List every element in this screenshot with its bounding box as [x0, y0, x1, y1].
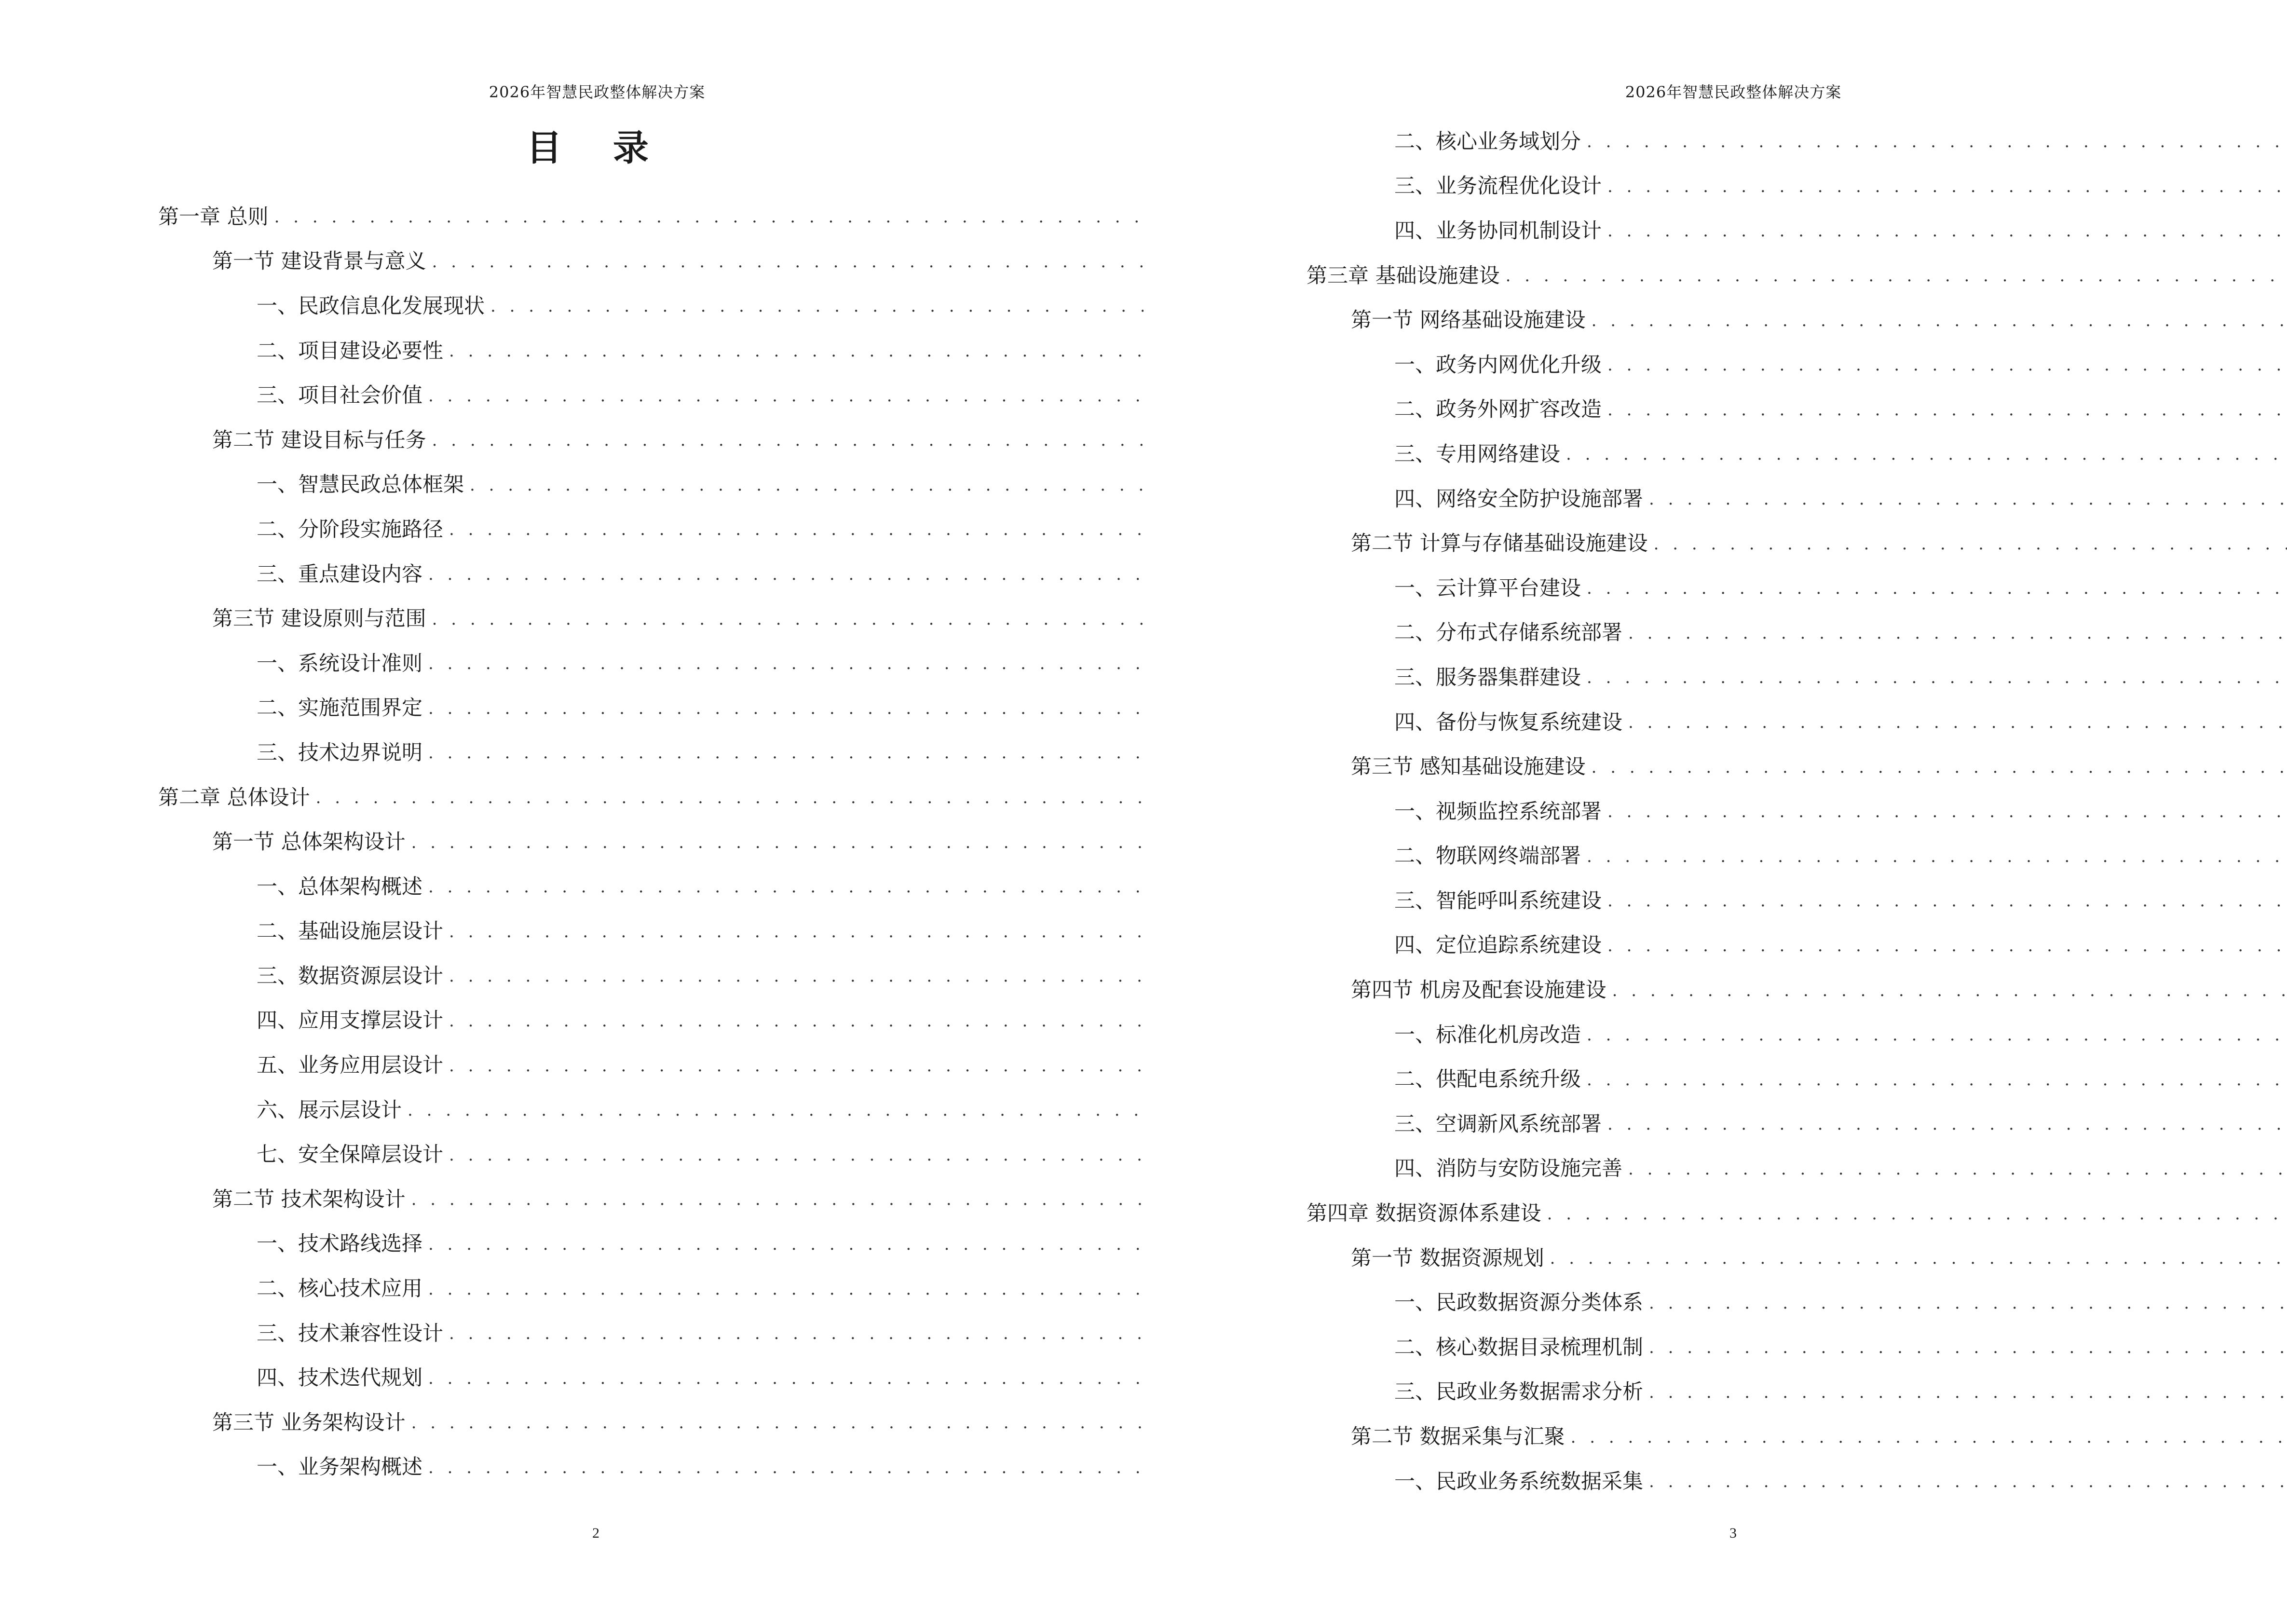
toc-entry-label: 二、基础设施层设计	[257, 919, 443, 944]
toc-entry[interactable]	[1144, 1191, 2287, 1236]
toc-entry[interactable]	[0, 373, 1298, 418]
toc-entry-label: 一、云计算平台建设	[1394, 576, 1581, 600]
toc-dot-leader	[1566, 446, 2287, 463]
toc-entry-label: 四、技术迭代规划	[257, 1366, 422, 1391]
toc-dot-leader	[1592, 759, 2287, 776]
toc-entry-label: 四、业务协同机制设计	[1394, 218, 1602, 243]
toc-entry[interactable]	[1144, 343, 2287, 388]
toc-entry[interactable]	[1144, 790, 2287, 834]
toc-entry[interactable]	[0, 418, 1254, 463]
toc-entry-label: 一、民政数据资源分类体系	[1394, 1291, 1643, 1315]
toc-list	[1144, 120, 2287, 1504]
toc-dot-leader	[411, 834, 1223, 851]
toc-entry[interactable]	[0, 686, 1298, 731]
toc-entry-label: 三、民政业务数据需求分析	[1394, 1380, 1643, 1405]
toc-entry-label: 第三章 基础设施建设	[1307, 263, 1500, 288]
toc-entry-label: 四、备份与恢复系统建设	[1394, 710, 1622, 735]
toc-entry[interactable]	[1144, 1057, 2287, 1102]
toc-entry-label: 二、分阶段实施路径	[257, 517, 443, 542]
toc-entry-label: 第二节 数据采集与汇聚	[1351, 1425, 1565, 1449]
toc-entry-label: 第二章 总体设计	[158, 785, 310, 810]
toc-entry[interactable]	[1144, 566, 2287, 611]
toc-entry-label: 一、技术路线选择	[257, 1232, 422, 1256]
toc-entry-label: 四、消防与安防设施完善	[1394, 1157, 1622, 1181]
toc-entry[interactable]	[1144, 655, 2287, 700]
toc-entry[interactable]	[1144, 611, 2287, 656]
toc-entry[interactable]	[1144, 477, 2287, 522]
page-number: 2	[592, 1525, 599, 1541]
toc-entry-label: 二、政务外网扩容改造	[1394, 397, 1602, 422]
toc-entry-label: 一、智慧民政总体框架	[257, 473, 464, 497]
toc-entry[interactable]	[0, 1177, 1254, 1222]
toc-entry-label: 第三节 感知基础设施建设	[1351, 755, 1586, 779]
toc-entry[interactable]	[1144, 298, 2287, 343]
toc-dot-leader	[1649, 1474, 2287, 1490]
toc-entry[interactable]	[1144, 1281, 2287, 1325]
toc-dot-leader	[274, 209, 1169, 225]
toc-dot-leader	[1587, 1027, 2287, 1043]
toc-entry[interactable]	[0, 1043, 1298, 1088]
toc-entry-label: 四、网络安全防护设施部署	[1394, 487, 1643, 511]
right-page	[1144, 0, 2287, 1624]
toc-entry-label: 三、数据资源层设计	[257, 964, 443, 988]
toc-entry[interactable]	[1144, 1415, 2287, 1460]
toc-entry[interactable]	[0, 954, 1298, 999]
toc-entry-label: 三、智能呼叫系统建设	[1394, 888, 1602, 913]
toc-entry[interactable]	[0, 552, 1298, 597]
toc-dot-leader	[1607, 893, 2287, 909]
toc-entry[interactable]	[1144, 834, 2287, 879]
toc-entry[interactable]	[0, 1446, 1298, 1490]
toc-entry[interactable]	[0, 329, 1298, 374]
toc-dot-leader	[1612, 983, 2287, 999]
toc-dot-leader	[1649, 491, 2287, 507]
toc-entry[interactable]	[0, 1222, 1298, 1267]
toc-entry-label: 四、应用支撑层设计	[257, 1009, 443, 1033]
toc-dot-leader	[1607, 1116, 2287, 1133]
toc-entry[interactable]	[0, 865, 1298, 910]
toc-dot-leader	[408, 1102, 1267, 1119]
toc-entry[interactable]	[0, 597, 1254, 641]
toc-entry[interactable]	[1144, 745, 2287, 790]
toc-dot-leader	[428, 700, 1267, 717]
toc-entry[interactable]	[0, 463, 1298, 508]
toc-entry-label: 一、系统设计准则	[257, 651, 422, 676]
toc-entry[interactable]	[0, 820, 1254, 865]
toc-dot-leader	[1587, 580, 2287, 597]
toc-dot-leader	[1628, 625, 2287, 641]
toc-title: 目 录	[526, 127, 668, 169]
toc-dot-leader	[428, 1370, 1254, 1387]
toc-entry-label: 第二节 计算与存储基础设施建设	[1351, 532, 1648, 556]
toc-entry-label: 一、标准化机房改造	[1394, 1023, 1581, 1047]
toc-entry[interactable]	[1144, 968, 2287, 1013]
toc-entry-label: 三、专用网络建设	[1394, 442, 1560, 466]
toc-entry[interactable]	[0, 1133, 1298, 1177]
toc-dot-leader	[428, 1236, 1254, 1253]
toc-dot-leader	[411, 1191, 1210, 1208]
toc-entry-label: 第二节 技术架构设计	[212, 1187, 406, 1212]
toc-entry-label: 三、项目社会价值	[257, 383, 422, 408]
toc-dot-leader	[1649, 1295, 2287, 1311]
toc-entry[interactable]	[1144, 924, 2287, 969]
toc-entry[interactable]	[0, 641, 1298, 686]
toc-entry-label: 第一章 总则	[158, 205, 269, 229]
toc-dot-leader	[1607, 223, 2287, 239]
toc-entry[interactable]	[1144, 388, 2287, 433]
toc-entry-label: 第三节 建设原则与范围	[212, 607, 426, 631]
toc-entry[interactable]	[1144, 1370, 2287, 1415]
toc-dot-leader	[1628, 1161, 2287, 1177]
toc-entry-label: 六、展示层设计	[257, 1098, 402, 1122]
toc-entry-label: 一、民政业务系统数据采集	[1394, 1469, 1643, 1494]
toc-entry[interactable]	[1144, 521, 2287, 566]
toc-dot-leader	[432, 611, 1223, 628]
toc-entry[interactable]	[0, 910, 1298, 955]
toc-dot-leader	[1587, 848, 2287, 865]
toc-entry-label: 二、核心技术应用	[257, 1277, 422, 1301]
toc-entry-label: 第一节 数据资源规划	[1351, 1246, 1544, 1270]
toc-dot-leader	[1587, 1072, 2287, 1088]
toc-entry[interactable]	[1144, 254, 2287, 299]
toc-entry-label: 二、供配电系统升级	[1394, 1067, 1581, 1092]
page-number: 3	[1729, 1525, 1737, 1541]
toc-entry[interactable]	[1144, 700, 2287, 745]
toc-dot-leader	[1628, 714, 2287, 731]
toc-entry[interactable]	[1144, 164, 2287, 209]
toc-dot-leader	[1587, 134, 2287, 150]
toc-dot-leader	[1506, 268, 2287, 284]
toc-entry-label: 一、政务内网优化升级	[1394, 353, 1602, 377]
toc-entry[interactable]	[0, 1311, 1298, 1356]
toc-dot-leader	[428, 1281, 1254, 1297]
toc-entry-label: 七、安全保障层设计	[257, 1143, 443, 1167]
toc-entry-label: 三、业务流程优化设计	[1394, 174, 1602, 199]
toc-dot-leader	[428, 388, 1267, 404]
toc-dot-leader	[428, 879, 1267, 895]
toc-entry-label: 三、技术兼容性设计	[257, 1321, 443, 1346]
toc-entry-label: 五、业务应用层设计	[257, 1053, 443, 1078]
toc-entry-label: 第一节 总体架构设计	[212, 830, 406, 855]
toc-entry-label: 三、空调新风系统部署	[1394, 1112, 1602, 1136]
toc-entry-label: 二、分布式存储系统部署	[1394, 621, 1622, 645]
toc-dot-leader	[1607, 938, 2287, 954]
toc-dot-leader	[432, 254, 1223, 270]
toc-entry[interactable]	[0, 776, 1200, 820]
toc-entry-label: 三、技术边界说明	[257, 740, 422, 765]
toc-entry-label: 第四章 数据资源体系建设	[1307, 1201, 1541, 1226]
toc-dot-leader	[316, 790, 1169, 806]
toc-entry[interactable]	[0, 731, 1298, 776]
toc-entry-label: 三、服务器集群建设	[1394, 665, 1581, 690]
toc-entry-label: 第一节 网络基础设施建设	[1351, 308, 1586, 333]
toc-entry[interactable]	[0, 1401, 1254, 1446]
toc-entry[interactable]	[0, 507, 1298, 552]
toc-list	[0, 195, 1298, 1490]
toc-entry[interactable]	[0, 1267, 1298, 1311]
toc-entry[interactable]	[1144, 1325, 2287, 1370]
toc-entry[interactable]	[0, 240, 1254, 285]
toc-entry[interactable]	[1144, 120, 2287, 164]
toc-dot-leader	[1607, 402, 2287, 418]
toc-entry-label: 二、核心业务域划分	[1394, 129, 1581, 154]
toc-entry[interactable]	[1144, 1236, 2287, 1281]
toc-dot-leader	[1654, 536, 2287, 552]
toc-entry[interactable]	[1144, 1147, 2287, 1192]
toc-entry-label: 四、定位追踪系统建设	[1394, 933, 1602, 958]
toc-dot-leader	[1607, 357, 2287, 373]
toc-entry-label: 二、物联网终端部署	[1394, 844, 1581, 869]
toc-entry[interactable]	[1144, 879, 2287, 924]
toc-entry[interactable]	[0, 1356, 1298, 1401]
toc-dot-leader	[1607, 804, 2287, 820]
toc-entry-label: 第四节 机房及配套设施建设	[1351, 978, 1606, 1003]
toc-entry-label: 一、民政信息化发展现状	[257, 294, 485, 318]
toc-dot-leader	[1607, 178, 2287, 195]
toc-dot-leader	[428, 1460, 1254, 1476]
toc-dot-leader	[1592, 313, 2287, 329]
toc-entry-label: 第一节 建设背景与意义	[212, 249, 426, 274]
toc-entry-label: 一、业务架构概述	[257, 1455, 422, 1480]
toc-entry[interactable]	[0, 284, 1298, 329]
toc-entry[interactable]	[0, 999, 1298, 1044]
running-header: 2026年智慧民政整体解决方案	[489, 83, 706, 101]
toc-entry-label: 二、核心数据目录梳理机制	[1394, 1335, 1643, 1360]
toc-dot-leader	[1649, 1339, 2287, 1356]
toc-entry-label: 一、视频监控系统部署	[1394, 799, 1602, 824]
toc-entry-label: 第二节 建设目标与任务	[212, 428, 426, 452]
toc-entry[interactable]	[1144, 1102, 2287, 1147]
toc-entry[interactable]	[0, 195, 1200, 240]
toc-entry[interactable]	[1144, 1460, 2287, 1504]
toc-entry[interactable]	[1144, 432, 2287, 477]
toc-dot-leader	[1649, 1384, 2287, 1401]
toc-dot-leader	[428, 745, 1267, 761]
toc-dot-leader	[428, 655, 1267, 672]
toc-dot-leader	[411, 1415, 1210, 1431]
toc-entry-label: 三、重点建设内容	[257, 562, 422, 587]
toc-entry-label: 一、总体架构概述	[257, 874, 422, 899]
toc-dot-leader	[1571, 1429, 2287, 1446]
toc-entry[interactable]	[1144, 1013, 2287, 1058]
toc-dot-leader	[1587, 669, 2287, 686]
running-header: 2026年智慧民政整体解决方案	[1625, 83, 1842, 101]
toc-entry[interactable]	[1144, 209, 2287, 254]
toc-entry-label: 第三节 业务架构设计	[212, 1410, 406, 1435]
toc-dot-leader	[1547, 1206, 2287, 1222]
toc-dot-leader	[449, 1325, 1254, 1342]
toc-entry-label: 二、实施范围界定	[257, 696, 422, 721]
toc-dot-leader	[428, 566, 1267, 583]
toc-dot-leader	[1550, 1250, 2287, 1267]
toc-entry-label: 二、项目建设必要性	[257, 339, 443, 363]
toc-dot-leader	[432, 432, 1223, 449]
toc-entry[interactable]	[0, 1088, 1298, 1133]
